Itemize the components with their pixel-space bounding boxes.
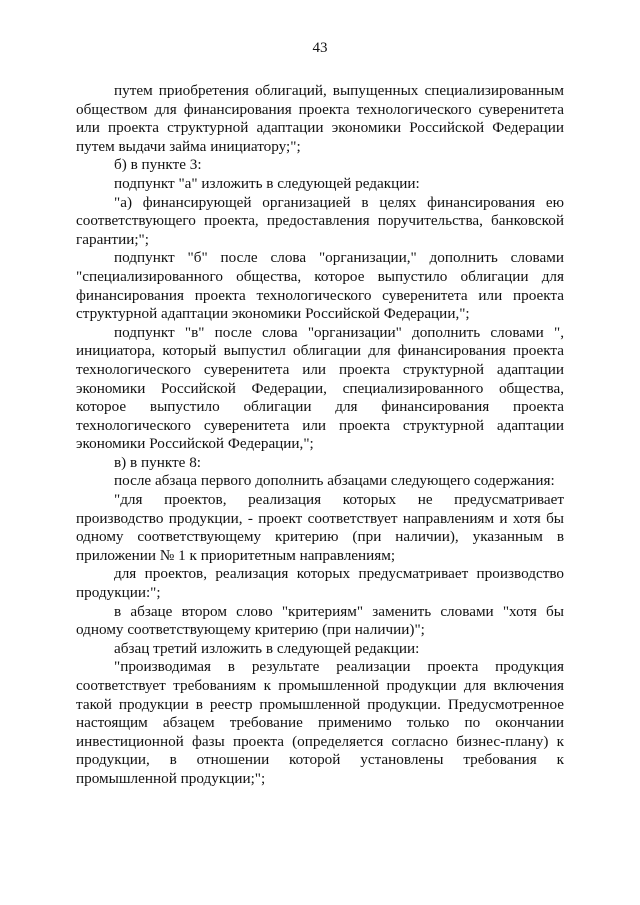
paragraph: "а) финансирующей организацией в целях финансирования ею соответствующего проекта, предоставления поручительства, банковской гарантии;"; [76,193,564,248]
paragraph: для проектов, реализация которых предусматривает производство продукции:"; [76,565,564,602]
paragraph: абзац третий изложить в следующей редакции: [114,639,420,657]
paragraph: подпункт "в" после слова "организации" дополнить словами ", инициатора, который выпустил облигации для финансирования проекта технологического суверенитета или проекта структурной адаптации экономики Российской Федерации, специализированного общества, которое выпустило облигации для финансирования проекта технологического суверенитета или проекта структурной адаптации экономики Российской Федерации,"; [76,323,564,453]
paragraph: б) в пункте 3: [114,156,202,174]
document-body [76,82,564,789]
page-number: 43 [312,40,328,56]
paragraph: подпункт "б" после слова "организации," дополнить словами "специализированного общества, которое выпустило облигации для финансирования проекта технологического суверенитета или проекта структурной адаптации экономики Российской Федерации,"; [76,249,564,323]
paragraph: в) в пункте 8: [114,453,202,471]
paragraph: "для проектов, реализация которых не предусматривает производство продукции, - проект соответствует направлениям и хотя бы одному соответствующему критерию (при наличии), указанным в приложении № 1 к приоритетным направлениям; [76,491,564,564]
paragraph: "производимая в результате реализации проекта продукция соответствует требованиям к промышленной продукции для включения такой продукции в реестр промышленной продукции. Предусмотренное настоящим абзацем требование применимо только по окончании инвестиционной фазы проекта (определяется согласно бизнес-плану) к продукции, в отношении которой установлены требования к промышленной продукции;"; [76,658,564,787]
paragraph: путем приобретения облигаций, выпущенных специализированным обществом для финансирования проекта технологического суверенитета или проекта структурной адаптации экономики Российской Федерации путем выдачи займа инициатору;"; [76,82,564,155]
paragraph: подпункт "а" изложить в следующей редакции: [114,174,420,192]
paragraph: в абзаце втором слово "критериям" заменить словами "хотя бы одному соответствующему критерию (при наличии)"; [76,602,564,639]
paragraph: после абзаца первого дополнить абзацами следующего содержания: [114,472,555,490]
